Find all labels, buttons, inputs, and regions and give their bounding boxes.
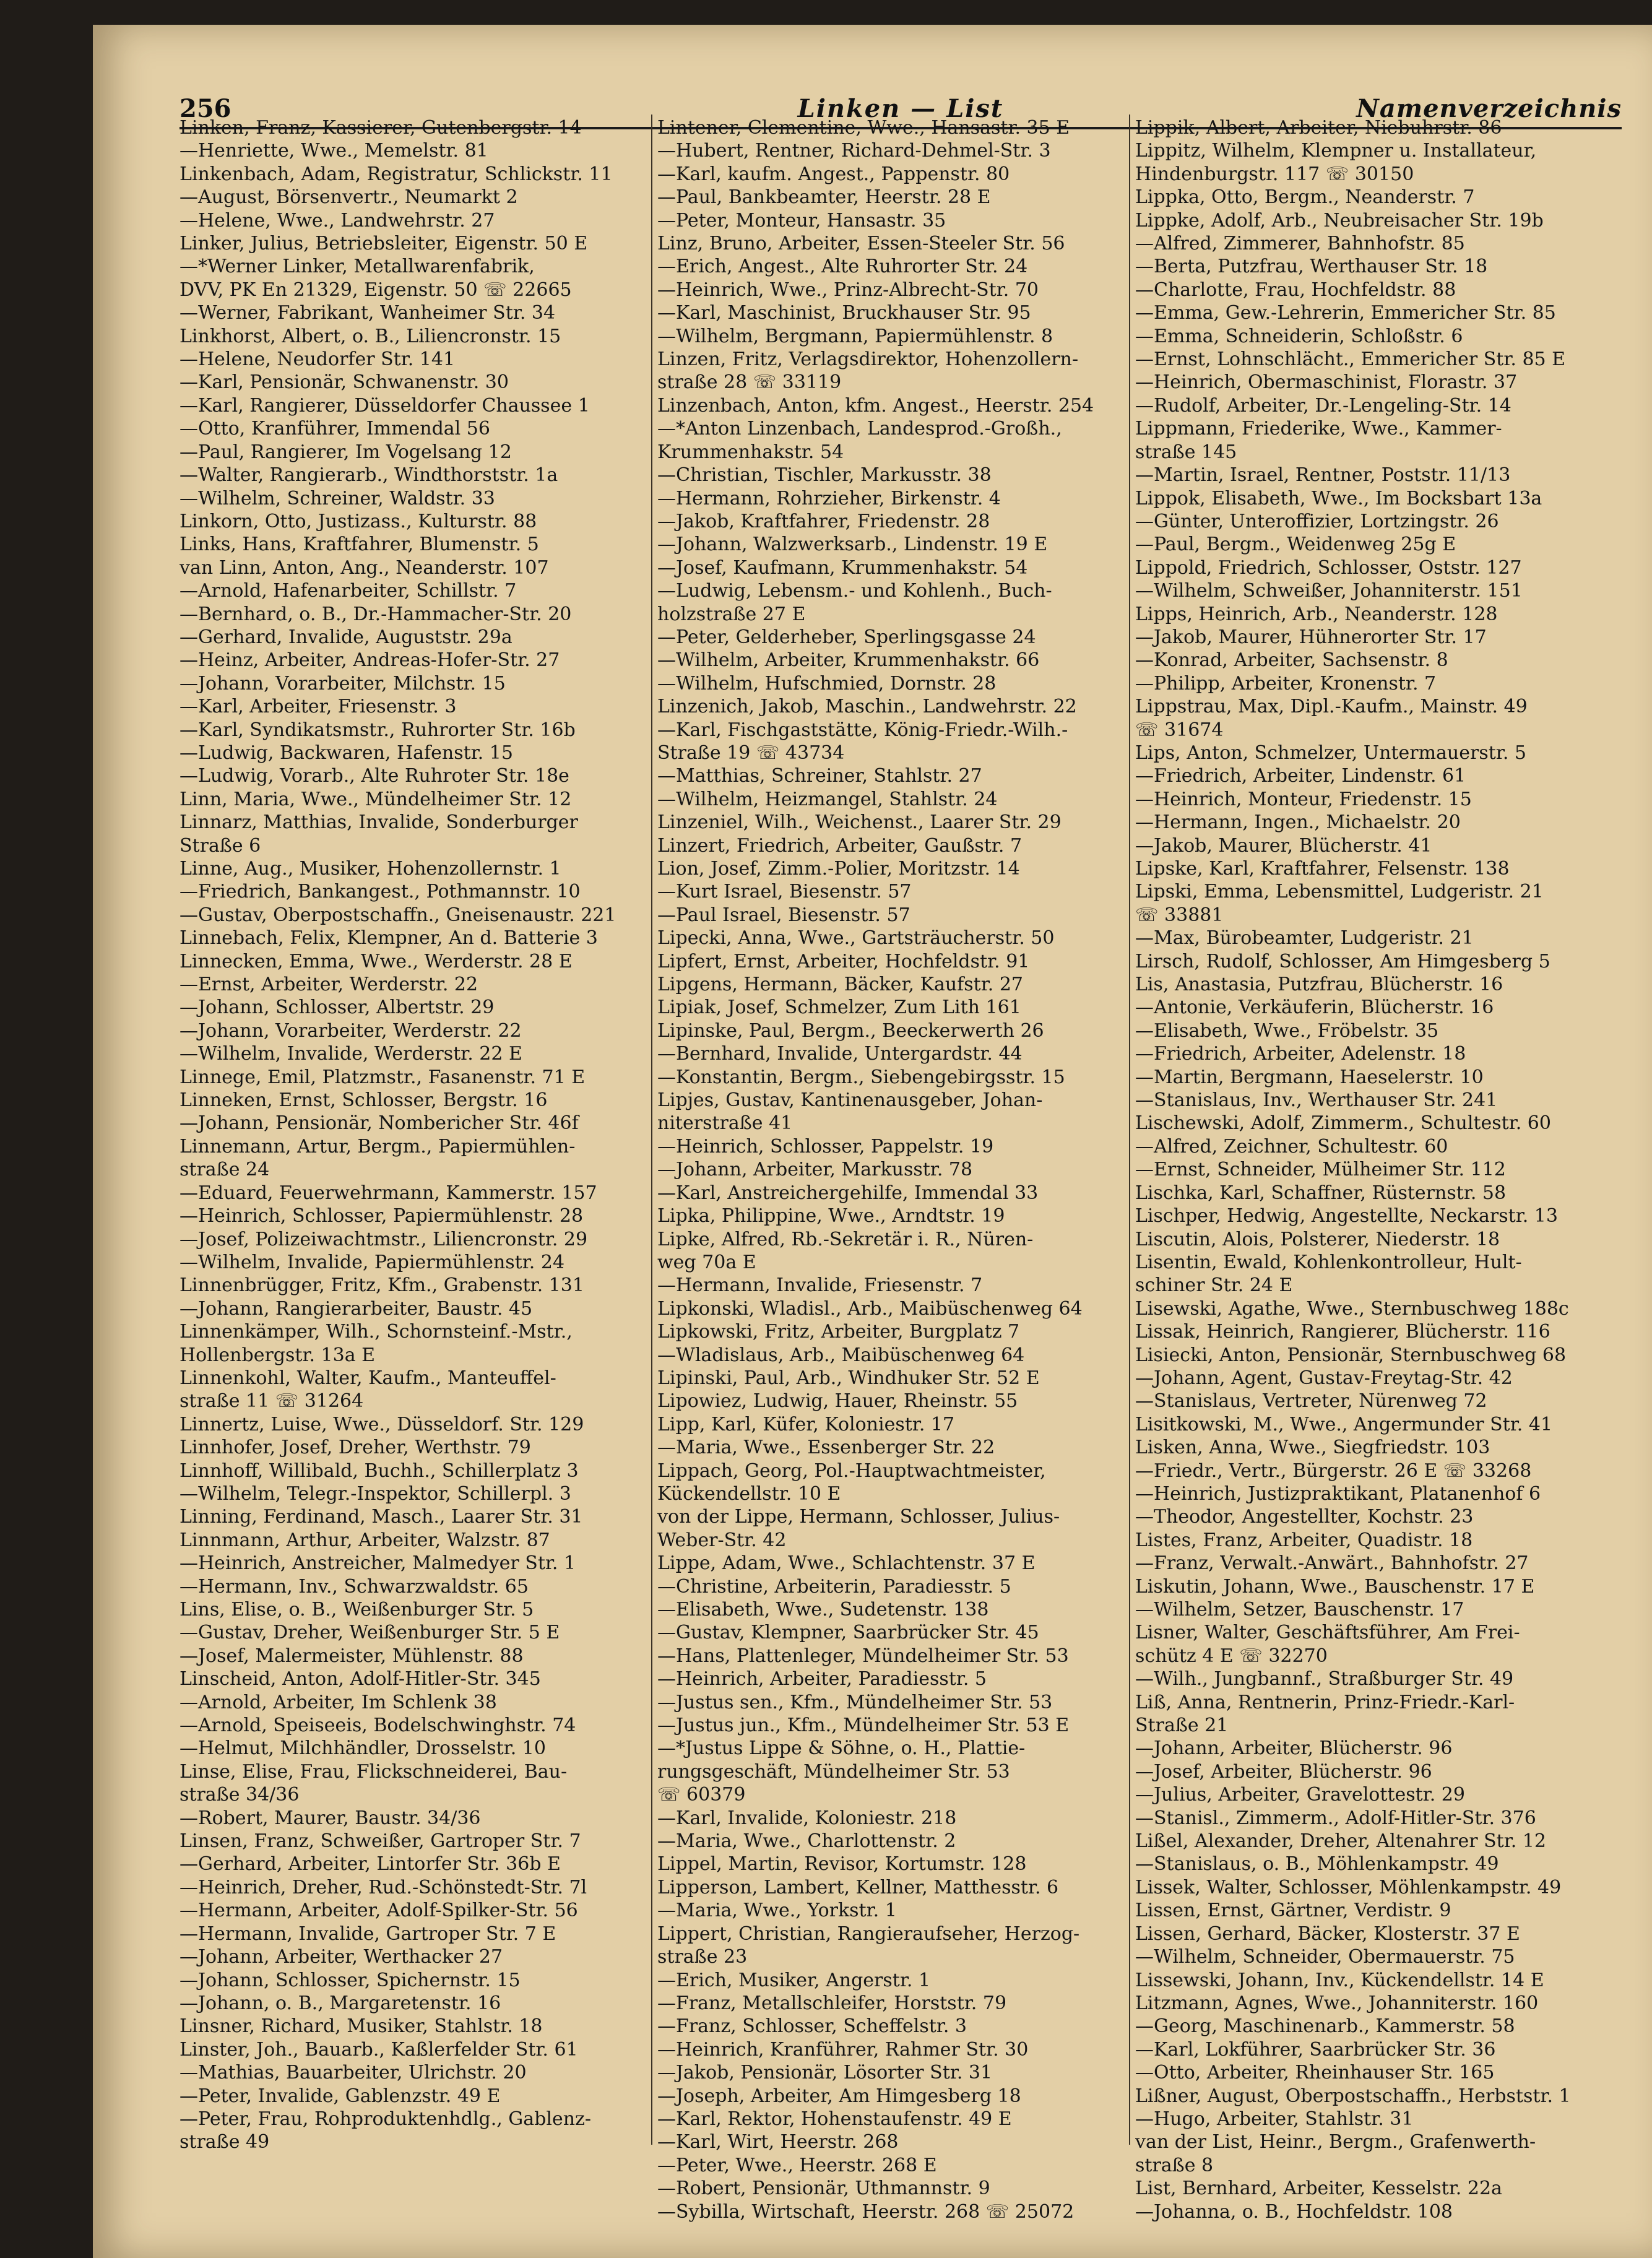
- directory-entry: Kückendellstr. 10 E: [657, 1482, 841, 1505]
- directory-entry: —Hermann, Arbeiter, Adolf-Spilker-Str. 56: [179, 1900, 578, 1922]
- directory-entry: —Gerhard, Arbeiter, Lintorfer Str. 36b E: [179, 1853, 561, 1875]
- directory-entry: Lisiecki, Anton, Pensionär, Sternbuschweg 68: [1135, 1344, 1567, 1366]
- directory-entry: Lins, Elise, o. B., Weißenburger Str. 5: [179, 1599, 534, 1620]
- directory-entry: Lion, Josef, Zimm.-Polier, Moritzstr. 14: [657, 858, 1020, 880]
- directory-entry: Linn, Maria, Wwe., Mündelheimer Str. 12: [179, 788, 572, 810]
- directory-entry: Lissak, Heinrich, Rangierer, Blücherstr. 116: [1135, 1321, 1550, 1343]
- directory-entry: —Wilhelm, Schneider, Obermauerstr. 75: [1135, 1946, 1515, 1968]
- directory-entry: —Wilhelm, Telegr.-Inspektor, Schillerpl. 3: [179, 1482, 571, 1505]
- directory-entry: —Karl, Syndikatsmstr., Ruhrorter Str. 16b: [179, 719, 576, 741]
- directory-entry: Linnege, Emil, Platzmstr., Fasanenstr. 71 E: [179, 1066, 586, 1088]
- directory-entry: —Hermann, Rohrzieher, Birkenstr. 4: [657, 487, 1001, 509]
- directory-entry: —Berta, Putzfrau, Werthauser Str. 18: [1135, 256, 1488, 278]
- directory-entry: Linnebach, Felix, Klempner, An d. Batterie 3: [179, 927, 598, 949]
- directory-entry: —Wilhelm, Hufschmied, Dornstr. 28: [657, 672, 997, 694]
- directory-entry: —Wilh., Jungbannf., Straßburger Str. 49: [1135, 1668, 1514, 1690]
- directory-entry: —Helmut, Milchhändler, Drosselstr. 10: [179, 1737, 546, 1760]
- directory-entry: weg 70a E: [657, 1251, 756, 1273]
- directory-entry: Lippstrau, Max, Dipl.-Kaufm., Mainstr. 49: [1135, 696, 1528, 718]
- directory-entry: —Helene, Wwe., Landwehrstr. 27: [179, 209, 495, 231]
- directory-entry: —Karl, Lokführer, Saarbrücker Str. 36: [1135, 2038, 1496, 2061]
- directory-entry: Linkhorst, Albert, o. B., Liliencronstr. 15: [179, 325, 561, 347]
- directory-entry: Lippold, Friedrich, Schlosser, Oststr. 127: [1135, 556, 1522, 579]
- directory-entry: Linse, Elise, Frau, Flickschneiderei, Bau-: [179, 1760, 568, 1783]
- directory-entry: Listes, Franz, Arbeiter, Quadistr. 18: [1135, 1529, 1473, 1551]
- directory-entry: —Wilhelm, Invalide, Werderstr. 22 E: [179, 1043, 522, 1065]
- directory-entry: —Stanisl., Zimmerm., Adolf-Hitler-Str. 376: [1135, 1807, 1536, 1829]
- directory-entry: Lippach, Georg, Pol.-Hauptwachtmeister,: [657, 1460, 1046, 1482]
- directory-entry: —Heinrich, Arbeiter, Paradiesstr. 5: [657, 1668, 987, 1690]
- directory-entry: Lirsch, Rudolf, Schlosser, Am Himgesberg 5: [1135, 950, 1550, 972]
- directory-entry: —Franz, Schlosser, Scheffelstr. 3: [657, 2015, 967, 2038]
- directory-entry: —Johann, Arbeiter, Blücherstr. 96: [1135, 1737, 1453, 1760]
- directory-entry: —Georg, Maschinenarb., Kammerstr. 58: [1135, 2015, 1515, 2038]
- directory-entry: Lipps, Heinrich, Arb., Neanderstr. 128: [1135, 603, 1498, 625]
- directory-entry: —Erich, Angest., Alte Ruhrorter Str. 24: [657, 256, 1028, 278]
- directory-entry: Lipinski, Paul, Arb., Windhuker Str. 52 E: [657, 1367, 1040, 1389]
- directory-entry: —Paul, Rangierer, Im Vogelsang 12: [179, 441, 512, 463]
- directory-entry: —Johann, o. B., Margaretenstr. 16: [179, 1992, 501, 2014]
- directory-entry: —*Werner Linker, Metallwarenfabrik,: [179, 256, 535, 278]
- directory-entry: Linkenbach, Adam, Registratur, Schlickstr. 11: [179, 163, 613, 185]
- directory-entry: —Jakob, Maurer, Hühnerorter Str. 17: [1135, 626, 1487, 648]
- directory-entry: —*Justus Lippe & Söhne, o. H., Plattie-: [657, 1737, 1026, 1760]
- directory-entry: Lischewski, Adolf, Zimmerm., Schultestr. 60: [1135, 1112, 1551, 1135]
- directory-entry: —Karl, Rektor, Hohenstaufenstr. 49 E: [657, 2108, 1012, 2130]
- directory-entry: —Karl, Rangierer, Düsseldorfer Chaussee 1: [179, 394, 590, 417]
- directory-entry: —Heinrich, Schlosser, Pappelstr. 19: [657, 1135, 994, 1157]
- directory-entry: Lissewski, Johann, Inv., Kückendellstr. 14 E: [1135, 1969, 1544, 1991]
- running-title: Linken — List: [797, 94, 1004, 123]
- directory-entry: Lissek, Walter, Schlosser, Möhlenkampstr. 49: [1135, 1876, 1562, 1898]
- directory-entry: Hindenburgstr. 117 ☏ 30150: [1135, 163, 1414, 185]
- directory-entry: Lippka, Otto, Bergm., Neanderstr. 7: [1135, 186, 1475, 209]
- directory-entry: —Theodor, Angestellter, Kochstr. 23: [1135, 1506, 1474, 1528]
- directory-entry: —Günter, Unteroffizier, Lortzingstr. 26: [1135, 510, 1499, 532]
- directory-entry: —Heinrich, Justizpraktikant, Platanenhof 6: [1135, 1482, 1541, 1505]
- directory-entry: —Karl, Invalide, Koloniestr. 218: [657, 1807, 957, 1829]
- directory-entry: Lisentin, Ewald, Kohlenkontrolleur, Hult-: [1135, 1251, 1522, 1273]
- directory-entry: Linnhofer, Josef, Dreher, Werthstr. 79: [179, 1437, 531, 1459]
- directory-entry: —Maria, Wwe., Yorkstr. 1: [657, 1900, 897, 1922]
- directory-entry: Linzenbach, Anton, kfm. Angest., Heerstr. 254: [657, 394, 1094, 417]
- directory-entry: Lissen, Ernst, Gärtner, Verdistr. 9: [1135, 1900, 1451, 1922]
- directory-entry: —Wilhelm, Schreiner, Waldstr. 33: [179, 487, 495, 509]
- directory-entry: Lischper, Hedwig, Angestellte, Neckarstr. 13: [1135, 1205, 1558, 1227]
- directory-entry: ☏ 60379: [657, 1784, 746, 1806]
- directory-entry: —Walter, Rangierarb., Windthorststr. 1a: [179, 464, 558, 487]
- directory-entry: von der Lippe, Hermann, Schlosser, Julius-: [657, 1506, 1060, 1528]
- directory-entry: —Alfred, Zimmerer, Bahnhofstr. 85: [1135, 233, 1465, 255]
- directory-entry: —Robert, Pensionär, Uthmannstr. 9: [657, 2178, 990, 2200]
- directory-entry: Lipfert, Ernst, Arbeiter, Hochfeldstr. 91: [657, 950, 1030, 972]
- directory-entry: Litzmann, Agnes, Wwe., Johanniterstr. 160: [1135, 1992, 1539, 2014]
- directory-entry: —Ernst, Schneider, Mülheimer Str. 112: [1135, 1159, 1506, 1181]
- directory-entry: Lips, Anton, Schmelzer, Untermauerstr. 5: [1135, 742, 1526, 764]
- directory-entry: —Karl, Pensionär, Schwanenstr. 30: [179, 371, 509, 394]
- directory-entry: rungsgeschäft, Mündelheimer Str. 53: [657, 1760, 1010, 1783]
- directory-entry: —Hubert, Rentner, Richard-Dehmel-Str. 3: [657, 140, 1051, 162]
- directory-entry: —Wladislaus, Arb., Maibüschenweg 64: [657, 1344, 1025, 1366]
- directory-entry: —Friedr., Vertr., Bürgerstr. 26 E ☏ 33268: [1135, 1460, 1532, 1482]
- directory-entry: Liscutin, Alois, Polsterer, Niederstr. 18: [1135, 1228, 1500, 1250]
- directory-entry: —Hugo, Arbeiter, Stahlstr. 31: [1135, 2108, 1414, 2130]
- directory-entry: —Helene, Neudorfer Str. 141: [179, 348, 456, 371]
- directory-entry: —Antonie, Verkäuferin, Blücherstr. 16: [1135, 997, 1494, 1019]
- directory-entry: —Hermann, Invalide, Friesenstr. 7: [657, 1274, 983, 1297]
- directory-entry: —Jakob, Maurer, Blücherstr. 41: [1135, 834, 1432, 857]
- directory-entry: —Karl, Arbeiter, Friesenstr. 3: [179, 696, 457, 718]
- directory-entry: Lipinske, Paul, Bergm., Beeckerwerth 26: [657, 1019, 1044, 1042]
- directory-entry: Straße 6: [179, 834, 261, 857]
- directory-entry: —Philipp, Arbeiter, Kronenstr. 7: [1135, 672, 1437, 694]
- directory-entry: Linnenkämper, Wilh., Schornsteinf.-Mstr.,: [179, 1321, 573, 1343]
- directory-entry: —Jakob, Pensionär, Lösorter Str. 31: [657, 2062, 993, 2084]
- directory-entry: —Johann, Arbeiter, Markusstr. 78: [657, 1159, 973, 1181]
- directory-entry: —Justus sen., Kfm., Mündelheimer Str. 53: [657, 1691, 1053, 1713]
- directory-entry: —Hermann, Inv., Schwarzwaldstr. 65: [179, 1575, 529, 1598]
- directory-entry: —Ludwig, Vorarb., Alte Ruhroter Str. 18e: [179, 765, 569, 787]
- directory-entry: van der List, Heinr., Bergm., Grafenwerth-: [1135, 2131, 1536, 2153]
- directory-entry: —Karl, kaufm. Angest., Pappenstr. 80: [657, 163, 1010, 185]
- directory-entry: —Josef, Polizeiwachtmstr., Liliencronstr. 29: [179, 1228, 588, 1250]
- directory-entry: —Heinrich, Wwe., Prinz-Albrecht-Str. 70: [657, 279, 1039, 301]
- directory-entry: —Josef, Malermeister, Mühlenstr. 88: [179, 1645, 524, 1667]
- directory-entry: Lischka, Karl, Schaffner, Rüsternstr. 58: [1135, 1182, 1507, 1204]
- directory-entry: Lisner, Walter, Geschäftsführer, Am Frei-: [1135, 1622, 1520, 1644]
- directory-entry: —Ernst, Arbeiter, Werderstr. 22: [179, 974, 478, 996]
- directory-entry: —Karl, Wirt, Heerstr. 268: [657, 2131, 899, 2153]
- section-title: Namenverzeichnis: [1356, 94, 1622, 123]
- directory-entry: —Matthias, Schreiner, Stahlstr. 27: [657, 765, 982, 787]
- directory-entry: straße 8: [1135, 2154, 1214, 2176]
- directory-entry: —Charlotte, Frau, Hochfeldstr. 88: [1135, 279, 1456, 301]
- directory-entry: niterstraße 41: [657, 1112, 793, 1135]
- directory-entry: Linzen, Fritz, Verlagsdirektor, Hohenzollern-: [657, 348, 1079, 371]
- directory-entry: —Konstantin, Bergm., Siebengebirgsstr. 15: [657, 1066, 1065, 1088]
- directory-entry: Lintener, Clementine, Wwe., Hansastr. 35 E: [657, 117, 1070, 139]
- directory-entry: —Peter, Gelderheber, Sperlingsgasse 24: [657, 626, 1036, 648]
- directory-entry: —Ludwig, Backwaren, Hafenstr. 15: [179, 742, 513, 764]
- directory-entry: Straße 19 ☏ 43734: [657, 742, 845, 764]
- directory-entry: —Christine, Arbeiterin, Paradiesstr. 5: [657, 1575, 1011, 1598]
- directory-entry: Lipjes, Gustav, Kantinenausgeber, Johan-: [657, 1089, 1043, 1112]
- directory-entry: Lipkowski, Fritz, Arbeiter, Burgplatz 7: [657, 1321, 1020, 1343]
- directory-entry: Lippok, Elisabeth, Wwe., Im Bocksbart 13a: [1135, 487, 1542, 509]
- directory-entry: schütz 4 E ☏ 32270: [1135, 1645, 1328, 1667]
- directory-entry: Linnhoff, Willibald, Buchh., Schillerplatz 3: [179, 1460, 579, 1482]
- directory-entry: —Maria, Wwe., Charlottenstr. 2: [657, 1830, 956, 1853]
- directory-entry: Linnarz, Matthias, Invalide, Sonderburger: [179, 811, 578, 834]
- directory-entry: —Gustav, Dreher, Weißenburger Str. 5 E: [179, 1622, 560, 1644]
- page-number: 256: [179, 94, 231, 123]
- directory-entry: Lipiak, Josef, Schmelzer, Zum Lith 161: [657, 997, 1021, 1019]
- directory-entry: —Josef, Arbeiter, Blücherstr. 96: [1135, 1760, 1432, 1783]
- directory-entry: —Josef, Kaufmann, Krummenhakstr. 54: [657, 556, 1028, 579]
- directory-entry: Linneken, Ernst, Schlosser, Bergstr. 16: [179, 1089, 548, 1112]
- directory-entry: Lippik, Albert, Arbeiter, Niebuhrstr. 86: [1135, 117, 1502, 139]
- directory-entry: —Emma, Gew.-Lehrerin, Emmericher Str. 85: [1135, 302, 1556, 324]
- directory-entry: —Gustav, Oberpostschaffn., Gneisenaustr. 221: [179, 904, 616, 926]
- directory-entry: ☏ 33881: [1135, 904, 1224, 926]
- directory-entry: —Otto, Kranführer, Immendal 56: [179, 418, 490, 440]
- directory-entry: —Eduard, Feuerwehrmann, Kammerstr. 157: [179, 1182, 597, 1204]
- directory-entry: —Johann, Pensionär, Nombericher Str. 46f: [179, 1112, 579, 1135]
- directory-entry: —Hermann, Ingen., Michaelstr. 20: [1135, 811, 1461, 834]
- directory-entry: straße 49: [179, 2131, 270, 2153]
- directory-entry: —Werner, Fabrikant, Wanheimer Str. 34: [179, 302, 556, 324]
- directory-entry: —Sybilla, Wirtschaft, Heerstr. 268 ☏ 25072: [657, 2200, 1075, 2223]
- directory-entry: —Erich, Musiker, Angerstr. 1: [657, 1969, 931, 1991]
- directory-entry: —Arnold, Hafenarbeiter, Schillstr. 7: [179, 580, 517, 602]
- directory-entry: Linnemann, Artur, Bergm., Papiermühlen-: [179, 1135, 576, 1157]
- directory-entry: Lipske, Karl, Kraftfahrer, Felsenstr. 138: [1135, 858, 1510, 880]
- directory-entry: —Heinz, Arbeiter, Andreas-Hofer-Str. 27: [179, 649, 560, 672]
- directory-entry: —Friedrich, Arbeiter, Lindenstr. 61: [1135, 765, 1466, 787]
- directory-entry: Liskutin, Johann, Wwe., Bauschenstr. 17 E: [1135, 1575, 1535, 1598]
- directory-entry: Linnenkohl, Walter, Kaufm., Manteuffel-: [179, 1367, 556, 1389]
- directory-entry: —Peter, Wwe., Heerstr. 268 E: [657, 2154, 937, 2176]
- directory-entry: —Henriette, Wwe., Memelstr. 81: [179, 140, 488, 162]
- directory-entry: —Ludwig, Lebensm.- und Kohlenh., Buch-: [657, 580, 1052, 602]
- directory-entry: —Rudolf, Arbeiter, Dr.-Lengeling-Str. 14: [1135, 394, 1511, 417]
- directory-entry: Linsen, Franz, Schweißer, Gartroper Str. 7: [179, 1830, 581, 1853]
- directory-entry: Linz, Bruno, Arbeiter, Essen-Steeler Str. 56: [657, 233, 1065, 255]
- directory-entry: Lisewski, Agathe, Wwe., Sternbuschweg 188c: [1135, 1297, 1569, 1320]
- directory-entry: —Paul, Bergm., Weidenweg 25g E: [1135, 534, 1456, 556]
- directory-column-3: [1135, 116, 1601, 2223]
- directory-entry: Linne, Aug., Musiker, Hohenzollernstr. 1: [179, 858, 561, 880]
- directory-entry: Lis, Anastasia, Putzfrau, Blücherstr. 16: [1135, 974, 1503, 996]
- directory-entry: —Johann, Agent, Gustav-Freytag-Str. 42: [1135, 1367, 1513, 1389]
- directory-entry: —Heinrich, Kranführer, Rahmer Str. 30: [657, 2038, 1029, 2061]
- directory-entry: —Konrad, Arbeiter, Sachsenstr. 8: [1135, 649, 1448, 672]
- directory-entry: —Arnold, Arbeiter, Im Schlenk 38: [179, 1691, 497, 1713]
- directory-entry: Linster, Joh., Bauarb., Kaßlerfelder Str. 61: [179, 2038, 578, 2061]
- directory-entry: —Elisabeth, Wwe., Fröbelstr. 35: [1135, 1019, 1439, 1042]
- directory-entry: —Maria, Wwe., Essenberger Str. 22: [657, 1437, 995, 1459]
- directory-entry: —Martin, Israel, Rentner, Poststr. 11/13: [1135, 464, 1511, 487]
- directory-entry: Lissen, Gerhard, Bäcker, Klosterstr. 37 E: [1135, 1923, 1520, 1945]
- directory-entry: —Joseph, Arbeiter, Am Himgesberg 18: [657, 2085, 1021, 2107]
- directory-entry: Linscheid, Anton, Adolf-Hitler-Str. 345: [179, 1668, 541, 1690]
- directory-column-2: [657, 116, 1123, 2223]
- directory-entry: —Johanna, o. B., Hochfeldstr. 108: [1135, 2200, 1453, 2223]
- directory-entry: straße 145: [1135, 441, 1237, 463]
- directory-entry: Lißner, August, Oberpostschaffn., Herbststr. 1: [1135, 2085, 1571, 2107]
- directory-entry: Linzert, Friedrich, Arbeiter, Gaußstr. 7: [657, 834, 1023, 857]
- directory-entry: —Wilhelm, Heizmangel, Stahlstr. 24: [657, 788, 998, 810]
- directory-entry: Lipke, Alfred, Rb.-Sekretär i. R., Nüren-: [657, 1228, 1034, 1250]
- directory-entry: Lippitz, Wilhelm, Klempner u. Installateur,: [1135, 140, 1537, 162]
- directory-entry: —Gustav, Klempner, Saarbrücker Str. 45: [657, 1622, 1039, 1644]
- directory-entry: —Wilhelm, Setzer, Bauschenstr. 17: [1135, 1599, 1464, 1620]
- directory-entry: —Mathias, Bauarbeiter, Ulrichstr. 20: [179, 2062, 527, 2084]
- directory-entry: —Martin, Bergmann, Haeselerstr. 10: [1135, 1066, 1484, 1088]
- directory-entry: —Johann, Rangierarbeiter, Baustr. 45: [179, 1297, 533, 1320]
- directory-entry: —Johann, Vorarbeiter, Werderstr. 22: [179, 1019, 522, 1042]
- directory-entry: —Paul, Bankbeamter, Heerstr. 28 E: [657, 186, 991, 209]
- directory-entry: schiner Str. 24 E: [1135, 1274, 1293, 1297]
- directory-entry: straße 11 ☏ 31264: [179, 1390, 364, 1412]
- directory-entry: Lisitkowski, M., Wwe., Angermunder Str. 41: [1135, 1413, 1553, 1435]
- directory-entry: —Peter, Invalide, Gablenzstr. 49 E: [179, 2085, 501, 2107]
- directory-entry: —Heinrich, Anstreicher, Malmedyer Str. 1: [179, 1552, 576, 1575]
- directory-entry: Lippel, Martin, Revisor, Kortumstr. 128: [657, 1853, 1027, 1875]
- directory-entry: Linzenich, Jakob, Maschin., Landwehrstr. 22: [657, 696, 1077, 718]
- directory-entry: —Heinrich, Dreher, Rud.-Schönstedt-Str. 7l: [179, 1876, 587, 1898]
- directory-entry: —Robert, Maurer, Baustr. 34/36: [179, 1807, 481, 1829]
- directory-entry: —Kurt Israel, Biesenstr. 57: [657, 881, 912, 903]
- directory-entry: —Ernst, Lohnschlächt., Emmericher Str. 85 E: [1135, 348, 1566, 371]
- directory-entry: —Hermann, Invalide, Gartroper Str. 7 E: [179, 1923, 556, 1945]
- directory-entry: Lippe, Adam, Wwe., Schlachtenstr. 37 E: [657, 1552, 1036, 1575]
- directory-entry: —Friedrich, Arbeiter, Adelenstr. 18: [1135, 1043, 1466, 1065]
- directory-entry: —*Anton Linzenbach, Landesprod.-Großh.,: [657, 418, 1062, 440]
- directory-entry: —Johann, Arbeiter, Werthacker 27: [179, 1946, 503, 1968]
- directory-entry: Lipecki, Anna, Wwe., Gartsträucherstr. 50: [657, 927, 1055, 949]
- directory-entry: —Heinrich, Obermaschinist, Florastr. 37: [1135, 371, 1518, 394]
- directory-entry: Hollenbergstr. 13a E: [179, 1344, 376, 1366]
- directory-entry: Linkorn, Otto, Justizass., Kulturstr. 88: [179, 510, 537, 532]
- directory-entry: Lipp, Karl, Küfer, Koloniestr. 17: [657, 1413, 955, 1435]
- directory-entry: Links, Hans, Kraftfahrer, Blumenstr. 5: [179, 534, 539, 556]
- directory-entry: Krummenhakstr. 54: [657, 441, 844, 463]
- directory-entry: straße 23: [657, 1946, 748, 1968]
- directory-entry: —Justus jun., Kfm., Mündelheimer Str. 53 E: [657, 1715, 1070, 1737]
- directory-entry: Straße 21: [1135, 1715, 1229, 1737]
- directory-entry: van Linn, Anton, Ang., Neanderstr. 107: [179, 556, 549, 579]
- directory-entry: —Johann, Schlosser, Spichernstr. 15: [179, 1969, 521, 1991]
- directory-entry: —Stanislaus, Vertreter, Nürenweg 72: [1135, 1390, 1487, 1412]
- directory-entry: —Max, Bürobeamter, Ludgeristr. 21: [1135, 927, 1474, 949]
- directory-entry: Linker, Julius, Betriebsleiter, Eigenstr. 50 E: [179, 233, 588, 255]
- directory-entry: —Hans, Plattenleger, Mündelheimer Str. 53: [657, 1645, 1069, 1667]
- directory-entry: Linsner, Richard, Musiker, Stahlstr. 18: [179, 2015, 543, 2038]
- directory-entry: —Bernhard, Invalide, Untergardstr. 44: [657, 1043, 1023, 1065]
- directory-entry: Liß, Anna, Rentnerin, Prinz-Friedr.-Karl-: [1135, 1691, 1515, 1713]
- directory-entry: —Peter, Frau, Rohproduktenhdlg., Gablenz-: [179, 2108, 591, 2130]
- directory-entry: straße 34/36: [179, 1784, 300, 1806]
- directory-entry: straße 24: [179, 1159, 270, 1181]
- directory-column-1: [179, 116, 645, 2154]
- directory-entry: Linnecken, Emma, Wwe., Werderstr. 28 E: [179, 950, 573, 972]
- directory-entry: Lipka, Philippine, Wwe., Arndtstr. 19: [657, 1205, 1005, 1227]
- directory-entry: Lipkonski, Wladisl., Arb., Maibüschenweg 64: [657, 1297, 1083, 1320]
- directory-entry: Linnmann, Arthur, Arbeiter, Walzstr. 87: [179, 1529, 550, 1551]
- directory-entry: Lipgens, Hermann, Bäcker, Kaufstr. 27: [657, 974, 1024, 996]
- directory-entry: Lipowiez, Ludwig, Hauer, Rheinstr. 55: [657, 1390, 1018, 1412]
- directory-entry: ☏ 31674: [1135, 719, 1224, 741]
- directory-entry: Linnenbrügger, Fritz, Kfm., Grabenstr. 131: [179, 1274, 584, 1297]
- directory-entry: —Bernhard, o. B., Dr.-Hammacher-Str. 20: [179, 603, 572, 625]
- directory-entry: straße 28 ☏ 33119: [657, 371, 842, 394]
- directory-entry: List, Bernhard, Arbeiter, Kesselstr. 22a: [1135, 2178, 1502, 2200]
- directory-entry: —Peter, Monteur, Hansastr. 35: [657, 209, 946, 231]
- directory-entry: —Karl, Anstreichergehilfe, Immendal 33: [657, 1182, 1039, 1204]
- directory-entry: Lißel, Alexander, Dreher, Altenahrer Str. 12: [1135, 1830, 1546, 1853]
- directory-entry: —Franz, Metallschleifer, Horststr. 79: [657, 1992, 1007, 2014]
- directory-entry: —Karl, Maschinist, Bruckhauser Str. 95: [657, 302, 1031, 324]
- directory-entry: Lippmann, Friederike, Wwe., Kammer-: [1135, 418, 1502, 440]
- directory-entry: —Alfred, Zeichner, Schultestr. 60: [1135, 1135, 1448, 1157]
- column-divider: [1129, 115, 1130, 2145]
- directory-entry: Lippert, Christian, Rangieraufseher, Herzog-: [657, 1923, 1080, 1945]
- directory-entry: Linken, Franz, Kassierer, Gutenbergstr. 14: [179, 117, 582, 139]
- directory-entry: —Wilhelm, Invalide, Papiermühlenstr. 24: [179, 1251, 565, 1273]
- directory-entry: —Arnold, Speiseeis, Bodelschwinghstr. 74: [179, 1715, 576, 1737]
- directory-entry: holzstraße 27 E: [657, 603, 806, 625]
- directory-entry: —Wilhelm, Bergmann, Papiermühlenstr. 8: [657, 325, 1053, 347]
- directory-entry: Lisken, Anna, Wwe., Siegfriedstr. 103: [1135, 1437, 1490, 1459]
- directory-entry: —Julius, Arbeiter, Gravelottestr. 29: [1135, 1784, 1465, 1806]
- directory-entry: Linnertz, Luise, Wwe., Düsseldorf. Str. 129: [179, 1413, 584, 1435]
- directory-entry: —Otto, Arbeiter, Rheinhauser Str. 165: [1135, 2062, 1495, 2084]
- directory-entry: Weber-Str. 42: [657, 1529, 787, 1551]
- directory-entry: Lipperson, Lambert, Kellner, Matthesstr. 6: [657, 1876, 1059, 1898]
- directory-entry: Linning, Ferdinand, Masch., Laarer Str. 31: [179, 1506, 583, 1528]
- directory-entry: —Christian, Tischler, Markusstr. 38: [657, 464, 992, 487]
- directory-entry: —Johann, Vorarbeiter, Milchstr. 15: [179, 672, 506, 694]
- directory-entry: —Stanislaus, o. B., Möhlenkampstr. 49: [1135, 1853, 1499, 1875]
- directory-entry: —Paul Israel, Biesenstr. 57: [657, 904, 910, 926]
- directory-entry: —Franz, Verwalt.-Anwärt., Bahnhofstr. 27: [1135, 1552, 1529, 1575]
- directory-entry: —August, Börsenvertr., Neumarkt 2: [179, 186, 518, 209]
- directory-entry: Lippke, Adolf, Arb., Neubreisacher Str. 19b: [1135, 209, 1544, 231]
- directory-entry: —Emma, Schneiderin, Schloßstr. 6: [1135, 325, 1463, 347]
- directory-entry: —Johann, Schlosser, Albertstr. 29: [179, 997, 495, 1019]
- directory-entry: Linzeniel, Wilh., Weichenst., Laarer Str. 29: [657, 811, 1062, 834]
- directory-entry: —Heinrich, Monteur, Friedenstr. 15: [1135, 788, 1472, 810]
- directory-entry: —Johann, Walzwerksarb., Lindenstr. 19 E: [657, 534, 1048, 556]
- directory-entry: —Wilhelm, Arbeiter, Krummenhakstr. 66: [657, 649, 1040, 672]
- directory-entry: DVV, PK En 21329, Eigenstr. 50 ☏ 22665: [179, 279, 572, 301]
- directory-entry: —Stanislaus, Inv., Werthauser Str. 241: [1135, 1089, 1498, 1112]
- directory-entry: —Jakob, Kraftfahrer, Friedenstr. 28: [657, 510, 990, 532]
- directory-entry: —Gerhard, Invalide, Auguststr. 29a: [179, 626, 512, 648]
- directory-entry: —Wilhelm, Schweißer, Johanniterstr. 151: [1135, 580, 1523, 602]
- directory-entry: Lipski, Emma, Lebensmittel, Ludgeristr. 21: [1135, 881, 1544, 903]
- directory-entry: —Friedrich, Bankangest., Pothmannstr. 10: [179, 881, 581, 903]
- column-divider: [651, 115, 652, 2145]
- directory-entry: —Heinrich, Schlosser, Papiermühlenstr. 28: [179, 1205, 584, 1227]
- directory-entry: —Elisabeth, Wwe., Sudetenstr. 138: [657, 1599, 989, 1620]
- directory-entry: —Karl, Fischgaststätte, König-Friedr.-Wilh.-: [657, 719, 1068, 741]
